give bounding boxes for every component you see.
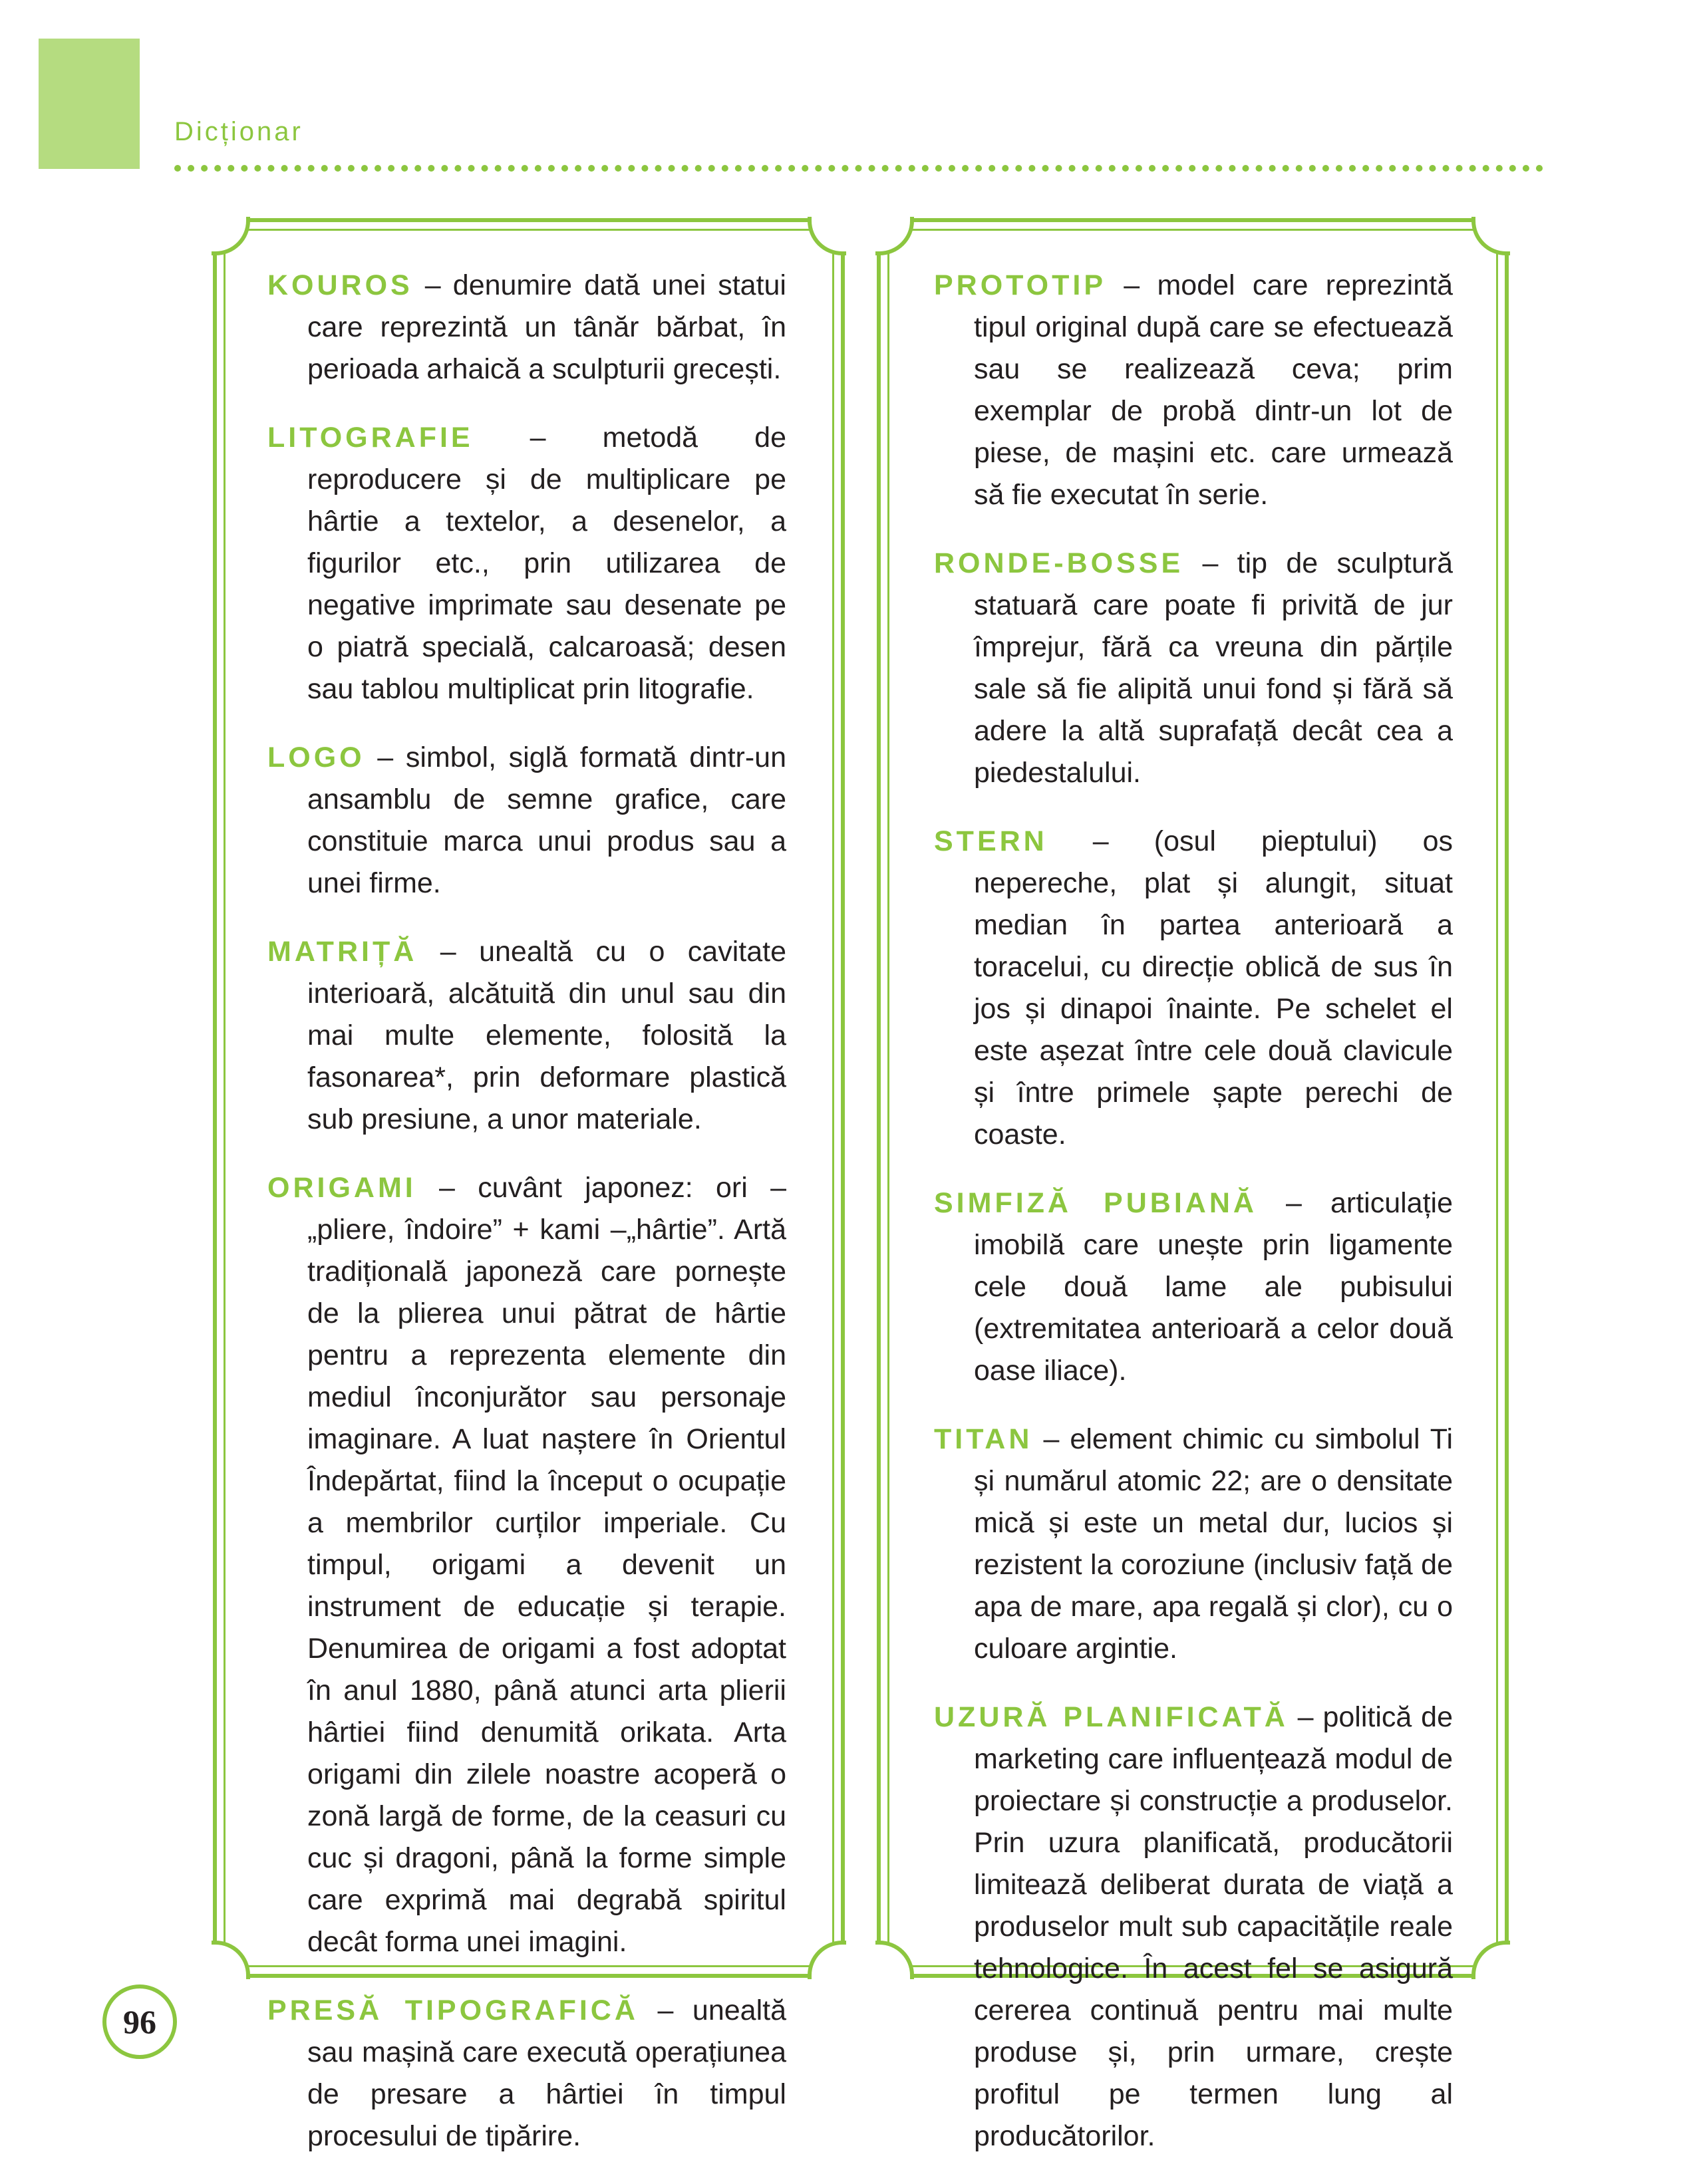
- dictionary-entry-matrita: [267, 931, 786, 1141]
- dictionary-entry-logo: [267, 737, 786, 904]
- dictionary-entry-simfiza-pubiana: [934, 1182, 1453, 1392]
- entry-term: TITAN: [934, 1423, 1033, 1455]
- right-column: [934, 265, 1453, 2184]
- left-column: [267, 265, 786, 2184]
- page-number: 96: [102, 1984, 177, 2059]
- entry-definition: – politică de marketing care influențează modul de proiectare și construcție a produselor. Prin uzura planificată, producătorii limitează deliberat durata de viață a produselor mult sub capacitățile reale tehnologice. În acest fel se asigură cererea continuă pentru mai multe produse și, prin urmare, crește profitul pe termen lung al producătorilor.: [974, 1701, 1453, 2152]
- entry-definition: – (osul pieptului) os nepereche, plat și alungit, situat median în partea anterioară a toracelui, cu direcție oblică de sus în jos și dinapoi înainte. Pe schelet el este așezat între cele două clavicule și între primele șapte perechi de coaste.: [974, 825, 1453, 1151]
- entry-term: SIMFIZĂ PUBIANĂ: [934, 1187, 1257, 1219]
- chapter-tab-block: [39, 39, 140, 169]
- entry-definition: – simbol, siglă formată dintr-un ansamblu de semne grafice, care constituie marca unui produs sau a unei firme.: [307, 742, 786, 899]
- entry-definition: – element chimic cu simbolul Ti și numărul atomic 22; are o densitate mică și este un metal dur, lucios și rezistent la coroziune (inclusiv față de apa de mare, apa regală și clor), cu o culoare argintie.: [974, 1423, 1453, 1665]
- entry-term: ORIGAMI: [267, 1172, 416, 1204]
- dictionary-entry-stern: [934, 821, 1453, 1156]
- header-divider: [174, 165, 1543, 172]
- dictionary-entry-presa-tipografica: [267, 1990, 786, 2157]
- entry-term: STERN: [934, 825, 1048, 857]
- entry-definition: – denumire dată unei statui care reprezintă un tânăr bărbat, în perioada arhaică a sculpturii grecești.: [307, 269, 786, 385]
- entry-term: LITOGRAFIE: [267, 422, 474, 454]
- entry-definition: – cuvânt japonez: ori – „pliere, îndoire” + kami –„hârtie”. Artă tradițională japoneză care pornește de la plierea unui pătrat de hârtie pentru a reprezenta elemente din mediul înconjurător sau personaje imaginare. A luat naștere în Orientul Îndepărtat, fiind la început o ocupație a membrilor curților imperiale. Cu timpul, origami a devenit un instrument de educație și terapie. Denumirea de origami a fost adoptat în anul 1880, până atunci arta plierii hârtiei fiind denumită orikata. Arta origami din zilele noastre acoperă o zonă largă de forme, de la ceasuri cu cuc și dragoni, până la forme simple care exprimă mai degrabă spiritul decât forma unei imagini.: [307, 1172, 786, 1958]
- entry-term: PRESĂ TIPOGRAFICĂ: [267, 1994, 639, 2026]
- dictionary-entry-kouros: [267, 265, 786, 390]
- entry-definition: – unealtă cu o cavitate interioară, alcătuită din unul sau din mai multe elemente, folosită la fasonarea*, prin deformare plastică sub presiune, a unor materiale.: [307, 936, 786, 1135]
- entry-definition: – unealtă sau mașină care execută operațiunea de presare a hârtiei în timpul procesului de tipărire.: [307, 1994, 787, 2152]
- dictionary-entry-origami: [267, 1167, 786, 1963]
- entry-term: RONDE-BOSSE: [934, 547, 1184, 579]
- entry-term: LOGO: [267, 742, 365, 773]
- entry-term: KOUROS: [267, 269, 413, 301]
- dictionary-entry-ronde-bosse: [934, 543, 1453, 794]
- entry-definition: – model care reprezintă tipul original după care se efectuează sau se realizează ceva; prim exemplar de probă dintr-un lot de piese, de mașini etc. care urmează să fie executat în serie.: [974, 269, 1453, 511]
- section-title: Dicționar: [174, 117, 303, 146]
- dictionary-entry-uzura-planificata: [934, 1697, 1453, 2157]
- dictionary-entry-titan: [934, 1419, 1453, 1670]
- entry-term: UZURĂ PLANIFICATĂ: [934, 1701, 1289, 1733]
- dictionary-entry-litografie: [267, 417, 786, 710]
- entry-definition: – metodă de reproducere și de multiplicare pe hârtie a textelor, a desenelor, a figurilor etc., prin utilizarea de negative imprimate sau desenate pe o piatră specială, calcaroasă; desen sau tablou multiplicat prin litografie.: [307, 422, 786, 705]
- entry-definition: – articulație imobilă care unește prin ligamente cele două lame ale pubisului (extremitatea anterioară a celor două oase iliace).: [974, 1187, 1453, 1387]
- dictionary-entry-prototip: [934, 265, 1453, 516]
- entry-term: MATRIȚĂ: [267, 936, 418, 968]
- entry-term: PROTOTIP: [934, 269, 1107, 301]
- entry-definition: – tip de sculptură statuară care poate fi privită de jur împrejur, fără ca vreuna din părțile sale să fie alipită unui fond și fără să adere la altă suprafață decât cea a piedestalului.: [974, 547, 1453, 789]
